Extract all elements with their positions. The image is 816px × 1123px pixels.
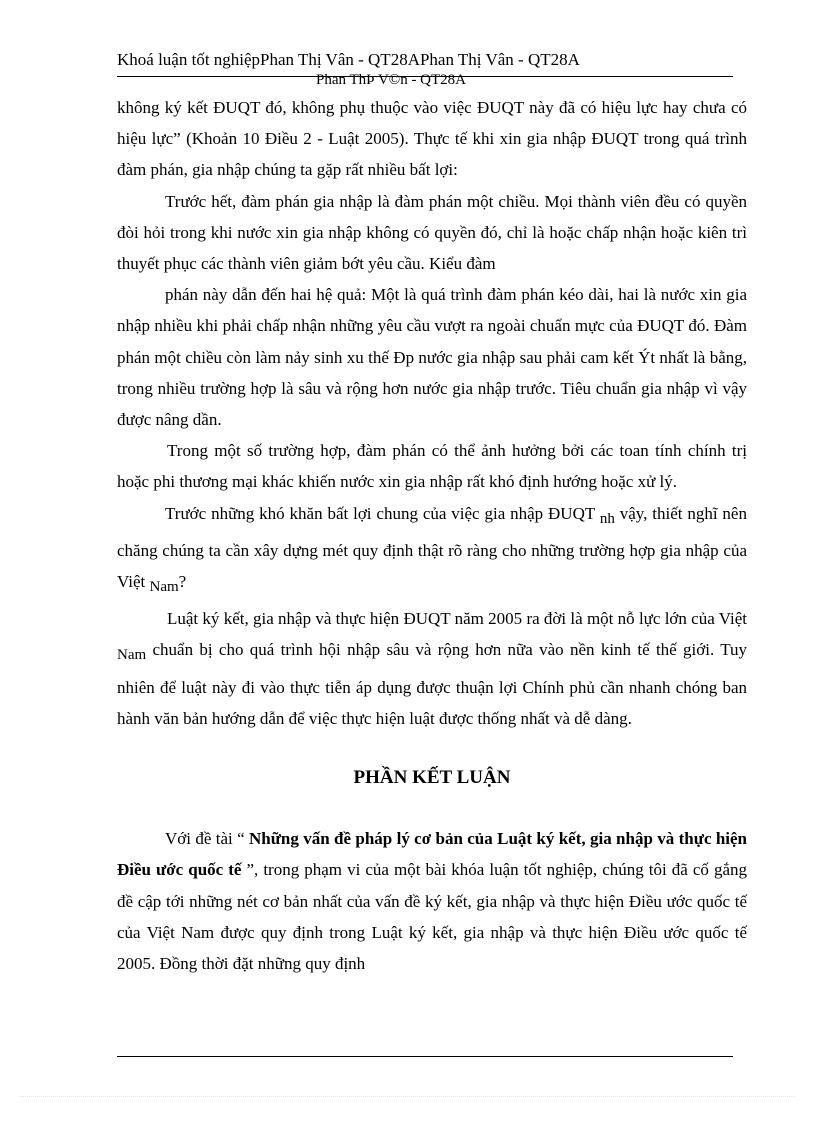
running-header: Khoá luận tốt nghiệpPhan Thị Vân - QT28APhan Thị Vân - QT28A bbox=[117, 50, 580, 69]
paragraph-5-text-c: ? bbox=[178, 572, 187, 592]
paragraph-2: Trước hết, đàm phán gia nhập là đàm phán một chiều. Mọi thành viên đều có quyền đòi hỏi trong khi nước xin gia nhập không có quyền đó, chỉ là hoặc chấp nhận hoặc kiên trì thuyết phục các thành viên giảm bớt yêu cầu. Kiểu đàm bbox=[117, 191, 747, 274]
paragraph-7-text-b: ”, trong phạm vi của một bài khóa luận tốt nghiệp, chúng tôi đã cố gắng đề cập tới những nét cơ bản nhất của vấn đề ký kết, gia nhập và thực hiện Điều ước quốc tế của Việt Nam được quy định trong Luật ký kết, gia nhập và thực hiện Điều ước quốc tế 2005. Đồng thời đặt những quy định bbox=[117, 860, 748, 974]
section-title: PHẦN KẾT LUẬN bbox=[353, 767, 511, 789]
paragraph-5-text-b: vậy, thiết nghĩ nên chăng chúng ta cần xây dựng mét quy định thật rõ ràng cho những trường hợp gia nhập của Việt bbox=[117, 503, 747, 592]
paragraph-6-sub-nam: Nam bbox=[117, 647, 147, 664]
paragraph-6 bbox=[117, 603, 747, 734]
document-body bbox=[117, 92, 747, 979]
paragraph-7 bbox=[117, 823, 747, 979]
paragraph-7-text-a: Với đề tài “ bbox=[165, 829, 245, 849]
paragraph-7-bold-title: Những vấn đề pháp lý cơ bản của Luật ký kết, gia nhập và thực hiện Điều ước quốc tế bbox=[117, 829, 748, 880]
paragraph-6-text-b: chuẩn bị cho quá trình hội nhập sâu và rộng hơn nữa vào nền kinh tế thế giới. Tuy nhiên để luật này đi vào thực tiễn áp dụng được thuận lợi Chính phủ cần nhanh chóng ban hành văn bản hướng dẫn để việc thực hiện luật được thống nhất và dễ dàng. bbox=[117, 640, 747, 728]
paragraph-5-sub-nh: nh bbox=[599, 510, 615, 527]
header-subline: Phan ThÞ V©n - QT28A bbox=[316, 72, 467, 88]
paragraph-6-text-a: Luật ký kết, gia nhập và thực hiện ĐUQT năm 2005 ra đời là một nỗ lực lớn của Việt bbox=[167, 609, 747, 629]
paragraph-3: phán này dẫn đến hai hệ quả: Một là quá trình đàm phán kéo dài, hai là nước xin gia nhập nhiều khi phải chấp nhận những yêu cầu vượt ra ngoài chuẩn mực của ĐUQT đó. Đàm phán một chiều còn làm nảy sinh xu thế Đp nước gia nhập sau phải cam kết Ýt nhất là bằng, trong nhiều trường hợp là sâu và rộng hơn nước gia nhập trước. Tiêu chuẩn gia nhập vì vậy được nâng dần. bbox=[117, 285, 747, 430]
paragraph-5 bbox=[117, 498, 747, 604]
header-rule bbox=[117, 76, 733, 77]
footer-dotted-line bbox=[20, 1096, 796, 1097]
paragraph-5-sub-nam: Nam bbox=[149, 579, 179, 596]
paragraph-5-text-a: Trước những khó khăn bất lợi chung của việc gia nhập ĐUQT bbox=[165, 503, 595, 523]
footer-rule bbox=[117, 1056, 733, 1057]
paragraph-4: Trong một số trường hợp, đàm phán có thể ảnh hưởng bởi các toan tính chính trị hoặc phi thương mại khác khiến nước xin gia nhập rất khó định hướng hoặc xử lý. bbox=[117, 441, 747, 492]
paragraph-1: không ký kết ĐUQT đó, không phụ thuộc vào việc ĐUQT này đã có hiệu lực hay chưa có hiệu lực” (Khoản 10 Điều 2 - Luật 2005). Thực tế khi xin gia nhập ĐUQT trong quá trình đàm phán, gia nhập chúng ta gặp rất nhiều bất lợi: bbox=[117, 98, 747, 180]
